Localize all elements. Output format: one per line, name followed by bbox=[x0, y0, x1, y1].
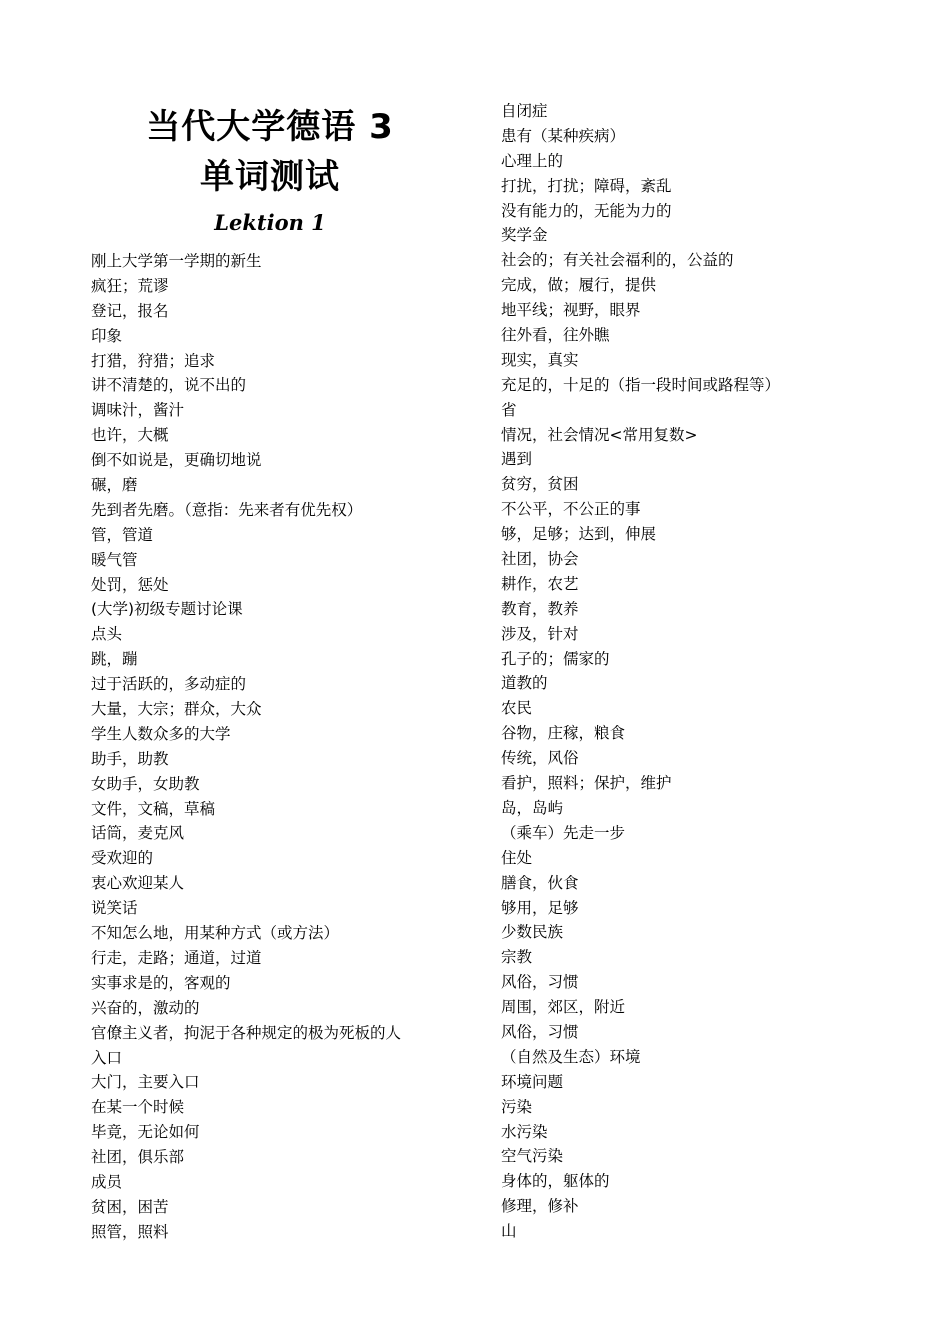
vocabulary-list-left bbox=[91, 249, 471, 1245]
vocabulary-item: 刚上大学第一学期的新生 bbox=[91, 252, 262, 270]
vocabulary-item: 自闭症 bbox=[501, 102, 548, 120]
vocabulary-item: 女助手，女助教 bbox=[91, 774, 200, 793]
vocabulary-item: 倒不如说是，更确切地说 bbox=[91, 451, 262, 470]
vocabulary-item: 往外看，往外瞧 bbox=[501, 326, 610, 345]
vocabulary-item: 不公平，不公正的事 bbox=[501, 500, 641, 519]
vocabulary-item: 耕作，农艺 bbox=[501, 574, 579, 593]
vocabulary-item: 调味汁，酱汁 bbox=[91, 401, 185, 420]
vocabulary-item: （乘车）先走一步 bbox=[501, 823, 626, 842]
vocabulary-item: 够用，足够 bbox=[501, 898, 579, 917]
vocabulary-item: 岛，岛屿 bbox=[501, 798, 564, 817]
vocabulary-item: 水污染 bbox=[501, 1122, 548, 1141]
vocabulary-item: 行走，走路；通道，过道 bbox=[91, 948, 262, 967]
vocabulary-item: 大门，主要入口 bbox=[91, 1073, 200, 1092]
vocabulary-item: 完成，做；履行，提供 bbox=[501, 276, 657, 295]
vocabulary-item: 少数民族 bbox=[501, 923, 564, 942]
vocabulary-item: 话筒，麦克风 bbox=[91, 824, 185, 843]
vocabulary-list-right bbox=[501, 99, 921, 1244]
vocabulary-item: 省 bbox=[501, 400, 517, 419]
vocabulary-item: 跳，蹦 bbox=[91, 650, 138, 669]
vocabulary-item: 道教的 bbox=[501, 674, 548, 693]
vocabulary-item: (大学)初级专题讨论课 bbox=[91, 600, 243, 619]
vocabulary-item: 讲不清楚的，说不出的 bbox=[91, 376, 247, 395]
vocabulary-item: 够，足够；达到，伸展 bbox=[501, 525, 657, 544]
vocabulary-item: 印象 bbox=[91, 326, 123, 345]
vocabulary-item: 情况，社会情况<常用复数> bbox=[501, 425, 698, 444]
vocabulary-item: 风俗，习惯 bbox=[501, 973, 579, 992]
title-block bbox=[90, 102, 450, 242]
vocabulary-item: 照管，照料 bbox=[91, 1222, 169, 1241]
vocabulary-item: 登记，报名 bbox=[91, 301, 169, 320]
vocabulary-item: 社团，俱乐部 bbox=[91, 1148, 185, 1167]
vocabulary-item: 谷物，庄稼，粮食 bbox=[501, 724, 626, 743]
vocabulary-item: 心理上的 bbox=[501, 151, 564, 170]
vocabulary-item: 毕竟，无论如何 bbox=[91, 1123, 200, 1142]
vocabulary-item: 充足的，十足的（指一段时间或路程等） bbox=[501, 375, 781, 394]
vocabulary-item: 过于活跃的，多动症的 bbox=[91, 675, 247, 694]
vocabulary-item: 说笑话 bbox=[91, 899, 138, 918]
vocabulary-item: 看护，照料；保护，维护 bbox=[501, 774, 672, 793]
vocabulary-item: 宗教 bbox=[501, 948, 533, 967]
vocabulary-item: 污染 bbox=[501, 1097, 533, 1116]
page-title: 当代大学德语 3 bbox=[146, 107, 394, 147]
vocabulary-item: 风俗，习惯 bbox=[501, 1022, 579, 1041]
vocabulary-item: 农民 bbox=[501, 699, 533, 718]
vocabulary-item: 助手，助教 bbox=[91, 749, 169, 768]
vocabulary-item: 膳食，伙食 bbox=[501, 873, 579, 892]
vocabulary-item: 成员 bbox=[91, 1172, 123, 1191]
vocabulary-item: 贫困，困苦 bbox=[91, 1197, 169, 1216]
vocabulary-item: 贫穷，贫困 bbox=[501, 475, 579, 494]
vocabulary-item: 打扰，打扰；障碍，紊乱 bbox=[501, 176, 672, 195]
vocabulary-item: 遇到 bbox=[501, 450, 533, 469]
vocabulary-item: 疯狂；荒谬 bbox=[91, 276, 169, 295]
vocabulary-item: 衷心欢迎某人 bbox=[91, 874, 185, 893]
vocabulary-item: 打猎，狩猎；追求 bbox=[91, 351, 216, 370]
vocabulary-item: 兴奋的，激动的 bbox=[91, 998, 200, 1017]
vocabulary-item: 没有能力的，无能为力的 bbox=[501, 201, 672, 220]
lesson-label: Lektion 1 bbox=[214, 210, 326, 235]
vocabulary-item: 也许，大概 bbox=[91, 426, 169, 445]
vocabulary-item: 点头 bbox=[91, 625, 123, 644]
vocabulary-item: 暖气管 bbox=[91, 550, 138, 569]
vocabulary-item: 地平线；视野，眼界 bbox=[501, 301, 641, 320]
vocabulary-item: 学生人数众多的大学 bbox=[91, 724, 231, 743]
vocabulary-item: 实事求是的，客观的 bbox=[91, 973, 231, 992]
vocabulary-item: 教育，教养 bbox=[501, 599, 579, 618]
vocabulary-item: 文件，文稿，草稿 bbox=[91, 799, 216, 818]
vocabulary-item: 周围，郊区，附近 bbox=[501, 998, 626, 1017]
page-subtitle: 单词测试 bbox=[200, 157, 340, 197]
vocabulary-item: 山 bbox=[501, 1222, 517, 1241]
vocabulary-item: 在某一个时候 bbox=[91, 1098, 185, 1117]
vocabulary-item: 环境问题 bbox=[501, 1072, 564, 1091]
vocabulary-item: 住处 bbox=[501, 848, 533, 867]
vocabulary-item: 入口 bbox=[91, 1048, 123, 1067]
vocabulary-item: 受欢迎的 bbox=[91, 849, 154, 868]
vocabulary-item: 传统，风俗 bbox=[501, 749, 579, 768]
vocabulary-item: 现实，真实 bbox=[501, 350, 579, 369]
vocabulary-item: 不知怎么地，用某种方式（或方法） bbox=[91, 924, 340, 943]
vocabulary-item: 社团，协会 bbox=[501, 550, 579, 569]
vocabulary-item: 患有（某种疾病） bbox=[501, 126, 626, 145]
vocabulary-item: 管，管道 bbox=[91, 525, 154, 544]
vocabulary-item: 先到者先磨。（意指：先来者有优先权） bbox=[91, 500, 363, 519]
vocabulary-item: 身体的，躯体的 bbox=[501, 1172, 610, 1191]
vocabulary-item: 奖学金 bbox=[501, 226, 548, 245]
vocabulary-item: 碾，磨 bbox=[91, 476, 138, 495]
vocabulary-item: 大量，大宗；群众，大众 bbox=[91, 700, 262, 719]
vocabulary-item: 空气污染 bbox=[501, 1147, 564, 1166]
vocabulary-item: 官僚主义者，拘泥于各种规定的极为死板的人 bbox=[91, 1023, 402, 1042]
vocabulary-item: 修理，修补 bbox=[501, 1197, 579, 1216]
vocabulary-item: 社会的；有关社会福利的，公益的 bbox=[501, 251, 734, 270]
vocabulary-item: （自然及生态）环境 bbox=[501, 1047, 641, 1066]
vocabulary-item: 处罚，惩处 bbox=[91, 575, 169, 594]
vocabulary-item: 孔子的；儒家的 bbox=[501, 649, 610, 668]
vocabulary-item: 涉及，针对 bbox=[501, 624, 579, 643]
